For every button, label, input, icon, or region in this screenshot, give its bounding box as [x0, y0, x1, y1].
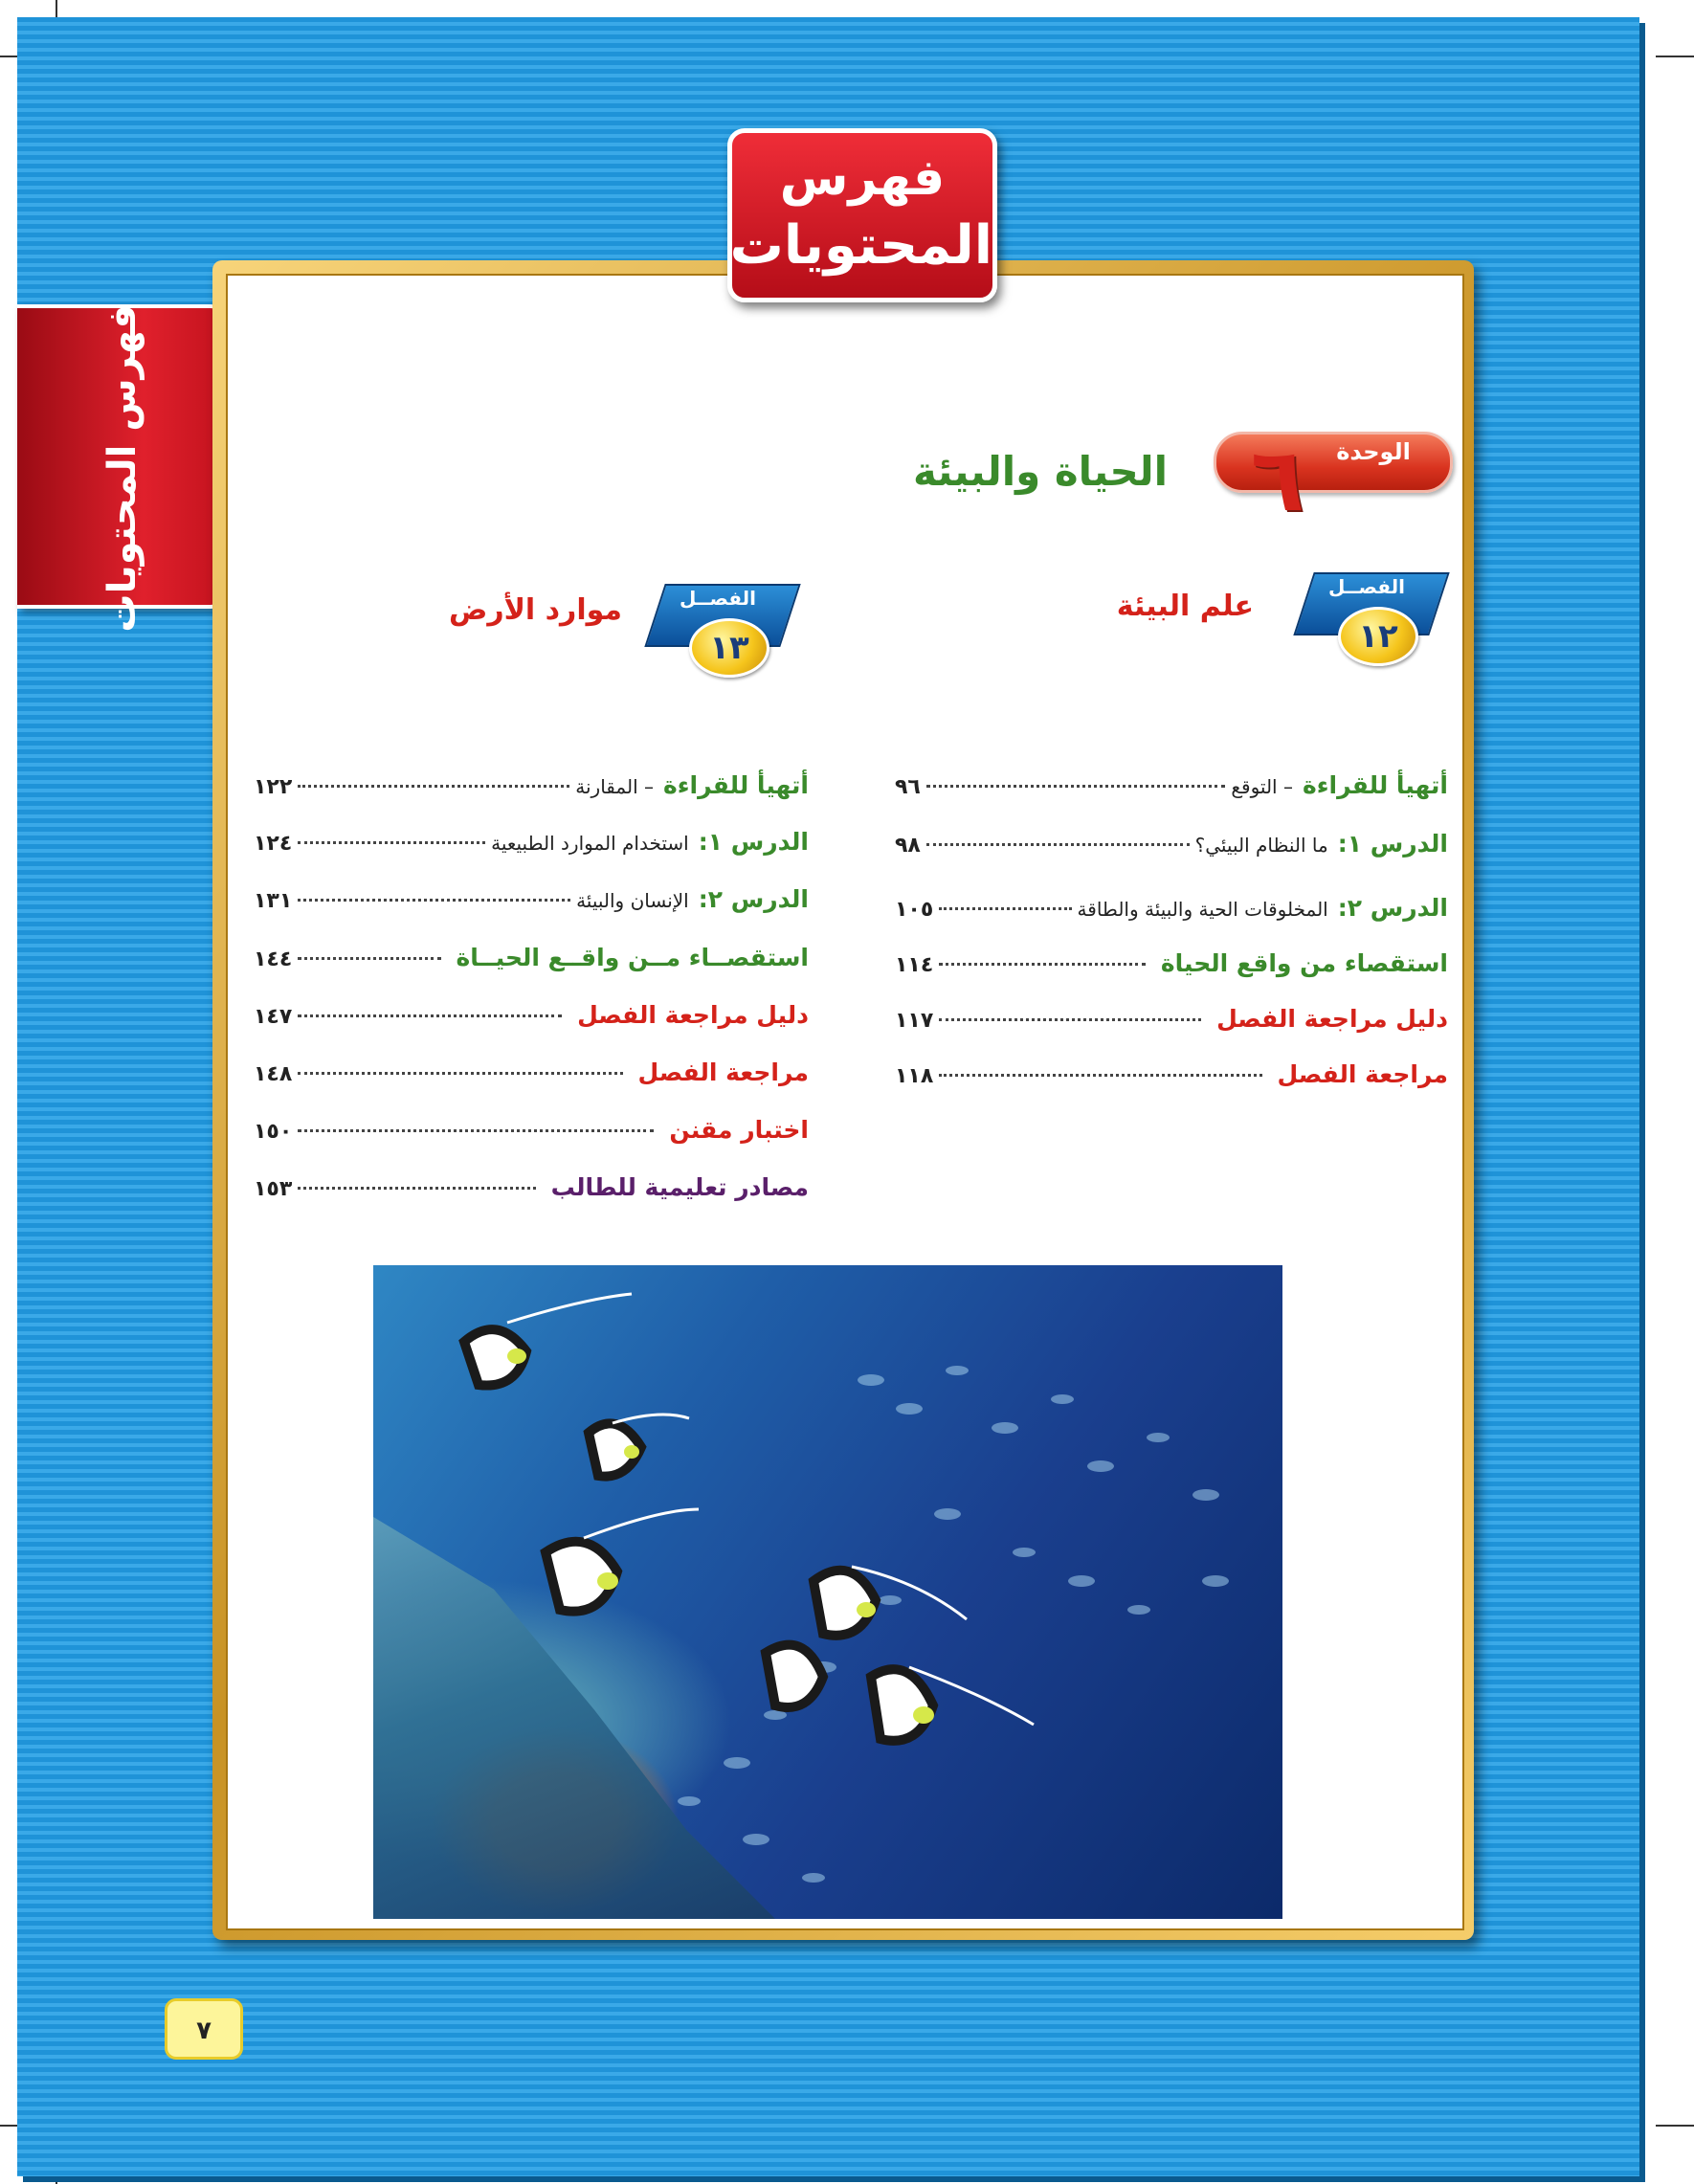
toc-leader-dots: [298, 1187, 535, 1190]
chapter-13-title: موارد الأرض: [448, 593, 622, 627]
toc-leader-dots: [298, 899, 570, 902]
bannerfish-photo: [373, 1265, 1282, 1919]
toc-entry-sub: الإنسان والبيئة: [576, 889, 689, 912]
toc-entry-label: استقصــاء مــن واقــع الحيــاة: [456, 944, 809, 971]
toc-entry-page: ١٢٢: [254, 775, 293, 799]
toc-entry-sub: – المقارنة: [575, 775, 654, 798]
toc-entry-page: ١٥٠: [254, 1120, 293, 1144]
toc-entry-label: أتهيأ للقراءة: [1302, 771, 1448, 799]
toc-entry-label: مصادر تعليمية للطالب: [550, 1173, 809, 1201]
toc-entry-page: ٩٨: [895, 834, 921, 858]
toc-leader-dots: [939, 1074, 1261, 1077]
toc-entry-page: ١٤٨: [254, 1062, 293, 1086]
toc-leader-dots: [298, 1072, 622, 1075]
toc-leader-dots: [298, 957, 440, 960]
toc-entry-label: مراجعة الفصل: [1277, 1060, 1448, 1088]
toc-entry-sub: – التوقع: [1231, 775, 1293, 798]
toc-leader-dots: [298, 841, 485, 844]
toc-entry[interactable]: [254, 1001, 809, 1036]
fish-school-illustration: [373, 1265, 1282, 1919]
toc-entry[interactable]: [895, 830, 1448, 864]
toc-entry-page: ١٣١: [254, 889, 293, 913]
toc-leader-dots: [298, 1014, 562, 1017]
toc-leader-dots: [939, 907, 1071, 910]
toc-entry-page: ١٤٧: [254, 1005, 293, 1029]
unit-label: الوحدة: [1336, 438, 1411, 465]
toc-entry[interactable]: [895, 771, 1448, 806]
page-title-badge: [727, 128, 997, 302]
toc-entry-label: الدرس ٢:: [698, 885, 809, 913]
toc-entry-page: ١١٧: [895, 1009, 934, 1033]
toc-entry[interactable]: [254, 1116, 809, 1150]
toc-entry-page: ١٢٤: [254, 832, 293, 856]
chapter-12-label: الفصــل: [1328, 575, 1405, 598]
toc-entry-page: ١١٨: [895, 1064, 934, 1088]
toc-entry[interactable]: [254, 828, 809, 862]
toc-entry[interactable]: [254, 1173, 809, 1208]
toc-entry-page: ١١٤: [895, 953, 934, 977]
toc-entry-label: دليل مراجعة الفصل: [577, 1001, 809, 1029]
toc-leader-dots: [926, 785, 1226, 788]
toc-entry-label: دليل مراجعة الفصل: [1216, 1005, 1448, 1033]
toc-entry-page: ١٠٥: [895, 898, 934, 922]
chapter-12-number: ١٢: [1338, 607, 1418, 666]
toc-entry[interactable]: [895, 1060, 1448, 1095]
toc-entry-sub: المخلوقات الحية والبيئة والطاقة: [1077, 898, 1328, 921]
unit-number: ٦: [1250, 429, 1305, 531]
crop-mark: [1656, 56, 1694, 57]
side-tab-label: فهرس المحتويات: [100, 304, 145, 633]
toc-entry-page: ١٥٣: [254, 1177, 293, 1201]
toc-entry[interactable]: [254, 771, 809, 806]
toc-entry[interactable]: [895, 949, 1448, 984]
toc-entry-page: ١٤٤: [254, 947, 293, 971]
toc-leader-dots: [939, 1018, 1201, 1021]
toc-entry-sub: ما النظام البيئي؟: [1194, 834, 1328, 857]
toc-entry[interactable]: [254, 1059, 809, 1093]
toc-entry-label: الدرس ١:: [698, 828, 809, 856]
page-title-line2: المحتويات: [729, 214, 992, 277]
toc-entry-label: أتهيأ للقراءة: [662, 771, 809, 799]
unit-title: الحياة والبيئة: [913, 448, 1168, 495]
chapter-13-label: الفصــل: [680, 587, 756, 610]
toc-entry-page: ٩٦: [895, 775, 921, 799]
toc-leader-dots: [298, 785, 569, 788]
toc-entry-label: الدرس ٢:: [1337, 894, 1448, 922]
toc-entry-label: استقصاء من واقع الحياة: [1160, 949, 1448, 977]
toc-entry[interactable]: [895, 894, 1448, 928]
toc-entry[interactable]: [254, 944, 809, 978]
page-number: ٧: [165, 1998, 243, 2060]
toc-entry-label: الدرس ١:: [1337, 830, 1448, 858]
toc-entry[interactable]: [254, 885, 809, 920]
toc-leader-dots: [298, 1129, 654, 1132]
toc-entry-label: اختبار مقنن: [669, 1116, 809, 1144]
crop-mark: [1656, 2125, 1694, 2127]
page-title-line1: فهرس: [779, 149, 946, 207]
chapter-12-title: علم البيئة: [1116, 590, 1254, 623]
toc-entry[interactable]: [895, 1005, 1448, 1039]
toc-leader-dots: [926, 843, 1190, 846]
toc-leader-dots: [939, 963, 1146, 966]
toc-entry-sub: استخدام الموارد الطبيعية: [491, 832, 689, 855]
toc-entry-label: مراجعة الفصل: [637, 1059, 809, 1086]
chapter-13-number: ١٣: [689, 618, 769, 678]
